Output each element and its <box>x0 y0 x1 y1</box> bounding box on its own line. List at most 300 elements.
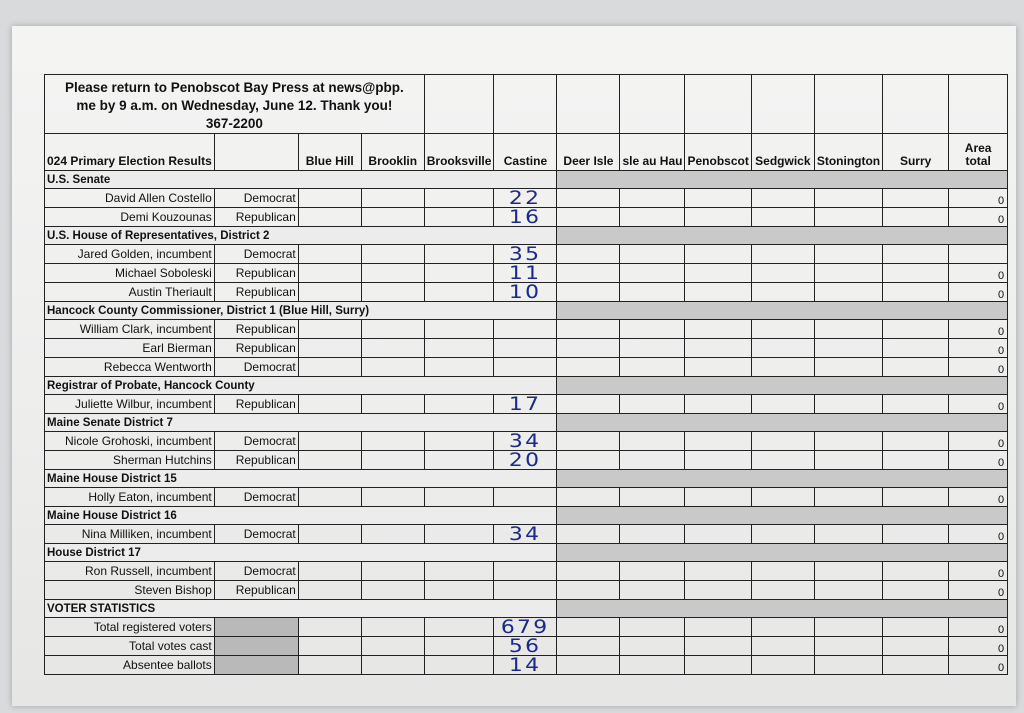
candidate-row <box>45 208 1008 227</box>
town-count-cell[interactable] <box>620 618 685 637</box>
town-count-cell[interactable] <box>685 320 751 339</box>
town-count-cell[interactable] <box>751 189 814 208</box>
town-count-cell[interactable] <box>424 618 494 637</box>
town-count-cell[interactable] <box>298 637 361 656</box>
statistic-label: Absentee ballots <box>45 656 215 675</box>
candidate-party: Democrat <box>214 525 298 544</box>
town-count-cell[interactable] <box>883 637 949 656</box>
candidate-name: William Clark, incumbent <box>45 320 215 339</box>
town-count-cell[interactable] <box>814 488 882 507</box>
town-count-cell[interactable] <box>424 395 494 414</box>
castine-count-cell[interactable] <box>494 562 557 581</box>
town-count-cell[interactable] <box>298 283 361 302</box>
town-count-cell[interactable] <box>620 320 685 339</box>
section-fill <box>557 227 1008 245</box>
candidate-row <box>45 581 1008 600</box>
castine-count-cell[interactable] <box>494 264 557 283</box>
section-title: U.S. House of Representatives, District 2 <box>45 227 557 245</box>
town-count-cell[interactable] <box>685 488 751 507</box>
handwritten-count: 35 <box>509 244 542 264</box>
town-count-cell[interactable] <box>751 581 814 600</box>
town-count-cell[interactable] <box>751 245 814 264</box>
candidate-name: Demi Kouzounas <box>45 208 215 227</box>
town-count-cell[interactable] <box>620 451 685 470</box>
town-count-cell[interactable] <box>424 339 494 358</box>
town-count-cell[interactable] <box>751 525 814 544</box>
town-count-cell[interactable] <box>883 208 949 227</box>
town-count-cell[interactable] <box>361 339 424 358</box>
column-header-brooksville: Brooksville <box>424 134 494 171</box>
town-count-cell[interactable] <box>557 656 620 675</box>
town-count-cell[interactable] <box>883 358 949 377</box>
statistic-filler <box>214 618 298 637</box>
town-count-cell[interactable] <box>361 562 424 581</box>
town-count-cell[interactable] <box>620 432 685 451</box>
castine-count-cell[interactable] <box>494 189 557 208</box>
area-total-cell: 0 <box>949 189 1008 208</box>
town-count-cell[interactable] <box>883 618 949 637</box>
column-header-deer-isle: Deer Isle <box>557 134 620 171</box>
town-count-cell[interactable] <box>620 562 685 581</box>
header-instructions <box>45 75 425 134</box>
town-count-cell[interactable] <box>298 432 361 451</box>
castine-count-cell[interactable] <box>494 488 557 507</box>
town-count-cell[interactable] <box>814 208 882 227</box>
town-count-cell[interactable] <box>620 656 685 675</box>
town-count-cell[interactable] <box>620 581 685 600</box>
town-count-cell[interactable] <box>298 264 361 283</box>
town-count-cell[interactable] <box>557 320 620 339</box>
town-count-cell[interactable] <box>424 581 494 600</box>
town-count-cell[interactable] <box>620 637 685 656</box>
town-count-cell[interactable] <box>557 283 620 302</box>
town-count-cell[interactable] <box>685 581 751 600</box>
area-total-cell: 0 <box>949 264 1008 283</box>
town-count-cell[interactable] <box>557 358 620 377</box>
town-count-cell[interactable] <box>298 395 361 414</box>
town-count-cell[interactable] <box>361 637 424 656</box>
town-count-cell[interactable] <box>883 339 949 358</box>
town-count-cell[interactable] <box>685 618 751 637</box>
town-count-cell[interactable] <box>620 488 685 507</box>
town-count-cell[interactable] <box>814 525 882 544</box>
town-count-cell[interactable] <box>814 339 882 358</box>
town-count-cell[interactable] <box>814 581 882 600</box>
town-count-cell[interactable] <box>814 189 882 208</box>
handwritten-count: 22 <box>509 188 542 208</box>
candidate-row <box>45 488 1008 507</box>
column-header-row <box>45 134 1008 171</box>
statistic-label: Total votes cast <box>45 637 215 656</box>
town-count-cell[interactable] <box>361 320 424 339</box>
town-count-cell[interactable] <box>557 618 620 637</box>
candidate-name: Austin Theriault <box>45 283 215 302</box>
statistic-filler <box>214 637 298 656</box>
town-count-cell[interactable] <box>361 245 424 264</box>
header-line-2: me by 9 a.m. on Wednesday, June 12. Thank you! <box>76 98 393 113</box>
section-fill <box>557 414 1008 432</box>
handwritten-count: 14 <box>509 655 542 675</box>
castine-count-cell[interactable] <box>494 618 557 637</box>
town-count-cell[interactable] <box>557 264 620 283</box>
candidate-row <box>45 189 1008 208</box>
area-total-cell <box>949 245 1008 264</box>
town-count-cell[interactable] <box>557 488 620 507</box>
town-count-cell[interactable] <box>620 283 685 302</box>
town-count-cell[interactable] <box>298 562 361 581</box>
town-count-cell[interactable] <box>883 264 949 283</box>
town-count-cell[interactable] <box>685 245 751 264</box>
castine-count-cell[interactable] <box>494 208 557 227</box>
town-count-cell[interactable] <box>620 208 685 227</box>
town-count-cell[interactable] <box>751 618 814 637</box>
town-count-cell[interactable] <box>751 451 814 470</box>
statistic-label: Total registered voters <box>45 618 215 637</box>
town-count-cell[interactable] <box>620 264 685 283</box>
town-count-cell[interactable] <box>557 432 620 451</box>
town-count-cell[interactable] <box>557 581 620 600</box>
header-line-3: 367-2200 <box>205 116 263 131</box>
town-count-cell[interactable] <box>685 395 751 414</box>
town-count-cell[interactable] <box>814 264 882 283</box>
town-count-cell[interactable] <box>883 283 949 302</box>
candidate-party: Democrat <box>214 358 298 377</box>
section-fill <box>557 600 1008 618</box>
town-count-cell[interactable] <box>814 358 882 377</box>
town-count-cell[interactable] <box>620 358 685 377</box>
candidate-name: Juliette Wilbur, incumbent <box>45 395 215 414</box>
header-line-1: Please return to Penobscot Bay Press at news@pbp. <box>64 80 404 95</box>
candidate-party: Republican <box>214 264 298 283</box>
town-count-cell[interactable] <box>361 451 424 470</box>
town-count-cell[interactable] <box>298 525 361 544</box>
town-count-cell[interactable] <box>685 525 751 544</box>
section-fill <box>557 377 1008 395</box>
area-total-cell: 0 <box>949 618 1008 637</box>
town-count-cell[interactable] <box>685 432 751 451</box>
town-count-cell[interactable] <box>424 358 494 377</box>
area-total-cell: 0 <box>949 581 1008 600</box>
town-count-cell[interactable] <box>883 320 949 339</box>
candidate-party: Republican <box>214 339 298 358</box>
town-count-cell[interactable] <box>361 358 424 377</box>
town-count-cell[interactable] <box>620 245 685 264</box>
town-count-cell[interactable] <box>883 189 949 208</box>
castine-count-cell[interactable] <box>494 339 557 358</box>
town-count-cell[interactable] <box>620 189 685 208</box>
town-count-cell[interactable] <box>883 451 949 470</box>
town-count-cell[interactable] <box>298 618 361 637</box>
area-total-cell: 0 <box>949 451 1008 470</box>
town-count-cell[interactable] <box>814 432 882 451</box>
town-count-cell[interactable] <box>298 339 361 358</box>
town-count-cell[interactable] <box>751 562 814 581</box>
column-header-penobscot: Penobscot <box>685 134 751 171</box>
candidate-name: Earl Bierman <box>45 339 215 358</box>
candidate-party: Democrat <box>214 189 298 208</box>
town-count-cell[interactable] <box>298 581 361 600</box>
town-count-cell[interactable] <box>557 562 620 581</box>
candidate-row <box>45 245 1008 264</box>
candidate-row <box>45 451 1008 470</box>
town-count-cell[interactable] <box>424 189 494 208</box>
town-count-cell[interactable] <box>685 451 751 470</box>
town-count-cell[interactable] <box>883 581 949 600</box>
handwritten-count: 11 <box>509 263 542 283</box>
town-count-cell[interactable] <box>685 208 751 227</box>
town-count-cell[interactable] <box>298 488 361 507</box>
town-count-cell[interactable] <box>883 562 949 581</box>
town-count-cell[interactable] <box>557 245 620 264</box>
candidate-name: Nicole Grohoski, incumbent <box>45 432 215 451</box>
section-title: Registrar of Probate, Hancock County <box>45 377 557 395</box>
town-count-cell[interactable] <box>814 637 882 656</box>
castine-count-cell[interactable] <box>494 245 557 264</box>
town-count-cell[interactable] <box>298 245 361 264</box>
column-header-area-total: Area total <box>949 134 1008 171</box>
candidate-party: Republican <box>214 395 298 414</box>
area-total-cell: 0 <box>949 208 1008 227</box>
candidate-row <box>45 358 1008 377</box>
candidate-party: Republican <box>214 283 298 302</box>
town-count-cell[interactable] <box>424 656 494 675</box>
candidate-name: Steven Bishop <box>45 581 215 600</box>
town-count-cell[interactable] <box>685 283 751 302</box>
town-count-cell[interactable] <box>298 320 361 339</box>
section-header-row <box>45 544 1008 562</box>
town-count-cell[interactable] <box>557 339 620 358</box>
town-count-cell[interactable] <box>424 208 494 227</box>
castine-count-cell[interactable] <box>494 656 557 675</box>
candidate-row <box>45 283 1008 302</box>
town-count-cell[interactable] <box>814 283 882 302</box>
statistic-row <box>45 637 1008 656</box>
town-count-cell[interactable] <box>751 264 814 283</box>
town-count-cell[interactable] <box>361 525 424 544</box>
candidate-row <box>45 525 1008 544</box>
town-count-cell[interactable] <box>620 339 685 358</box>
town-count-cell[interactable] <box>751 637 814 656</box>
statistic-row <box>45 656 1008 675</box>
area-total-cell: 0 <box>949 432 1008 451</box>
town-count-cell[interactable] <box>685 264 751 283</box>
town-count-cell[interactable] <box>557 525 620 544</box>
town-count-cell[interactable] <box>557 189 620 208</box>
town-count-cell[interactable] <box>424 264 494 283</box>
town-count-cell[interactable] <box>361 581 424 600</box>
town-count-cell[interactable] <box>298 656 361 675</box>
town-count-cell[interactable] <box>620 395 685 414</box>
town-count-cell[interactable] <box>751 208 814 227</box>
candidate-row <box>45 320 1008 339</box>
section-fill <box>557 171 1008 189</box>
candidate-party: Democrat <box>214 432 298 451</box>
candidate-row <box>45 339 1008 358</box>
column-header-stonington: Stonington <box>814 134 882 171</box>
section-header-row <box>45 227 1008 245</box>
town-count-cell[interactable] <box>883 395 949 414</box>
candidate-name: Holly Eaton, incumbent <box>45 488 215 507</box>
town-count-cell[interactable] <box>685 656 751 675</box>
section-header-row <box>45 414 1008 432</box>
handwritten-count: 34 <box>509 431 542 451</box>
area-total-cell: 0 <box>949 283 1008 302</box>
candidate-row <box>45 562 1008 581</box>
town-count-cell[interactable] <box>298 208 361 227</box>
candidate-party: Republican <box>214 320 298 339</box>
town-count-cell[interactable] <box>298 451 361 470</box>
candidate-party: Democrat <box>214 488 298 507</box>
handwritten-count: 17 <box>509 394 542 414</box>
town-count-cell[interactable] <box>361 283 424 302</box>
castine-count-cell[interactable] <box>494 637 557 656</box>
castine-count-cell[interactable] <box>494 581 557 600</box>
town-count-cell[interactable] <box>424 525 494 544</box>
town-count-cell[interactable] <box>361 189 424 208</box>
column-header-sedgwick: Sedgwick <box>751 134 814 171</box>
candidate-name: Rebecca Wentworth <box>45 358 215 377</box>
section-header-row <box>45 171 1008 189</box>
town-count-cell[interactable] <box>361 432 424 451</box>
castine-count-cell[interactable] <box>494 432 557 451</box>
town-count-cell[interactable] <box>751 358 814 377</box>
column-header-isle-au-haut: sle au Hau <box>620 134 685 171</box>
town-count-cell[interactable] <box>424 283 494 302</box>
section-header-row <box>45 507 1008 525</box>
town-count-cell[interactable] <box>361 208 424 227</box>
town-count-cell[interactable] <box>883 656 949 675</box>
section-fill <box>557 302 1008 320</box>
town-count-cell[interactable] <box>814 451 882 470</box>
statistic-filler <box>214 656 298 675</box>
town-count-cell[interactable] <box>883 525 949 544</box>
castine-count-cell[interactable] <box>494 358 557 377</box>
town-count-cell[interactable] <box>298 358 361 377</box>
section-title: Maine House District 15 <box>45 470 557 488</box>
town-count-cell[interactable] <box>424 245 494 264</box>
header-row <box>45 75 1008 134</box>
area-total-cell: 0 <box>949 395 1008 414</box>
town-count-cell[interactable] <box>883 488 949 507</box>
column-header-brooklin: Brooklin <box>361 134 424 171</box>
town-count-cell[interactable] <box>685 339 751 358</box>
handwritten-count: 10 <box>509 282 542 302</box>
town-count-cell[interactable] <box>814 562 882 581</box>
section-title: VOTER STATISTICS <box>45 600 557 618</box>
town-count-cell[interactable] <box>751 320 814 339</box>
town-count-cell[interactable] <box>685 189 751 208</box>
section-title: Hancock County Commissioner, District 1 (Blue Hill, Surry) <box>45 302 557 320</box>
candidate-name: Nina Milliken, incumbent <box>45 525 215 544</box>
town-count-cell[interactable] <box>883 245 949 264</box>
town-count-cell[interactable] <box>883 432 949 451</box>
town-count-cell[interactable] <box>814 618 882 637</box>
handwritten-count: 56 <box>509 636 542 656</box>
candidate-party: Democrat <box>214 562 298 581</box>
town-count-cell[interactable] <box>685 358 751 377</box>
town-count-cell[interactable] <box>814 395 882 414</box>
castine-count-cell[interactable] <box>494 283 557 302</box>
area-total-cell: 0 <box>949 562 1008 581</box>
column-header-castine: Castine <box>494 134 557 171</box>
statistic-row <box>45 618 1008 637</box>
town-count-cell[interactable] <box>424 562 494 581</box>
handwritten-count: 20 <box>509 450 542 470</box>
section-header-row <box>45 302 1008 320</box>
town-count-cell[interactable] <box>814 656 882 675</box>
town-count-cell[interactable] <box>751 656 814 675</box>
town-count-cell[interactable] <box>814 320 882 339</box>
section-header-row <box>45 377 1008 395</box>
town-count-cell[interactable] <box>361 395 424 414</box>
handwritten-count: 34 <box>509 524 542 544</box>
town-count-cell[interactable] <box>751 283 814 302</box>
town-count-cell[interactable] <box>298 189 361 208</box>
area-total-cell: 0 <box>949 525 1008 544</box>
table-title: 024 Primary Election Results <box>45 134 215 171</box>
candidate-party: Republican <box>214 208 298 227</box>
castine-count-cell[interactable] <box>494 525 557 544</box>
handwritten-count: 16 <box>509 207 542 227</box>
candidate-row <box>45 264 1008 283</box>
section-header-row <box>45 600 1008 618</box>
section-fill <box>557 507 1008 525</box>
section-header-row <box>45 470 1008 488</box>
candidate-row <box>45 395 1008 414</box>
section-fill <box>557 470 1008 488</box>
town-count-cell[interactable] <box>424 320 494 339</box>
town-count-cell[interactable] <box>751 339 814 358</box>
town-count-cell[interactable] <box>685 637 751 656</box>
castine-count-cell[interactable] <box>494 320 557 339</box>
candidate-party: Republican <box>214 451 298 470</box>
town-count-cell[interactable] <box>424 488 494 507</box>
town-count-cell[interactable] <box>557 451 620 470</box>
town-count-cell[interactable] <box>361 488 424 507</box>
town-count-cell[interactable] <box>751 432 814 451</box>
town-count-cell[interactable] <box>751 395 814 414</box>
town-count-cell[interactable] <box>424 451 494 470</box>
town-count-cell[interactable] <box>361 656 424 675</box>
candidate-name: David Allen Costello <box>45 189 215 208</box>
area-total-cell: 0 <box>949 656 1008 675</box>
town-count-cell[interactable] <box>557 395 620 414</box>
handwritten-count: 679 <box>501 617 550 637</box>
town-count-cell[interactable] <box>685 562 751 581</box>
candidate-name: Michael Soboleski <box>45 264 215 283</box>
town-count-cell[interactable] <box>557 637 620 656</box>
town-count-cell[interactable] <box>557 208 620 227</box>
section-title: House District 17 <box>45 544 557 562</box>
town-count-cell[interactable] <box>361 618 424 637</box>
town-count-cell[interactable] <box>814 245 882 264</box>
castine-count-cell[interactable] <box>494 395 557 414</box>
area-total-cell: 0 <box>949 320 1008 339</box>
election-results-table <box>44 74 1008 675</box>
candidate-party: Republican <box>214 581 298 600</box>
town-count-cell[interactable] <box>424 432 494 451</box>
town-count-cell[interactable] <box>620 525 685 544</box>
area-total-cell: 0 <box>949 637 1008 656</box>
candidate-name: Jared Golden, incumbent <box>45 245 215 264</box>
town-count-cell[interactable] <box>751 488 814 507</box>
town-count-cell[interactable] <box>361 264 424 283</box>
town-count-cell[interactable] <box>424 637 494 656</box>
column-header-surry: Surry <box>883 134 949 171</box>
castine-count-cell[interactable] <box>494 451 557 470</box>
area-total-cell: 0 <box>949 358 1008 377</box>
candidate-name: Sherman Hutchins <box>45 451 215 470</box>
